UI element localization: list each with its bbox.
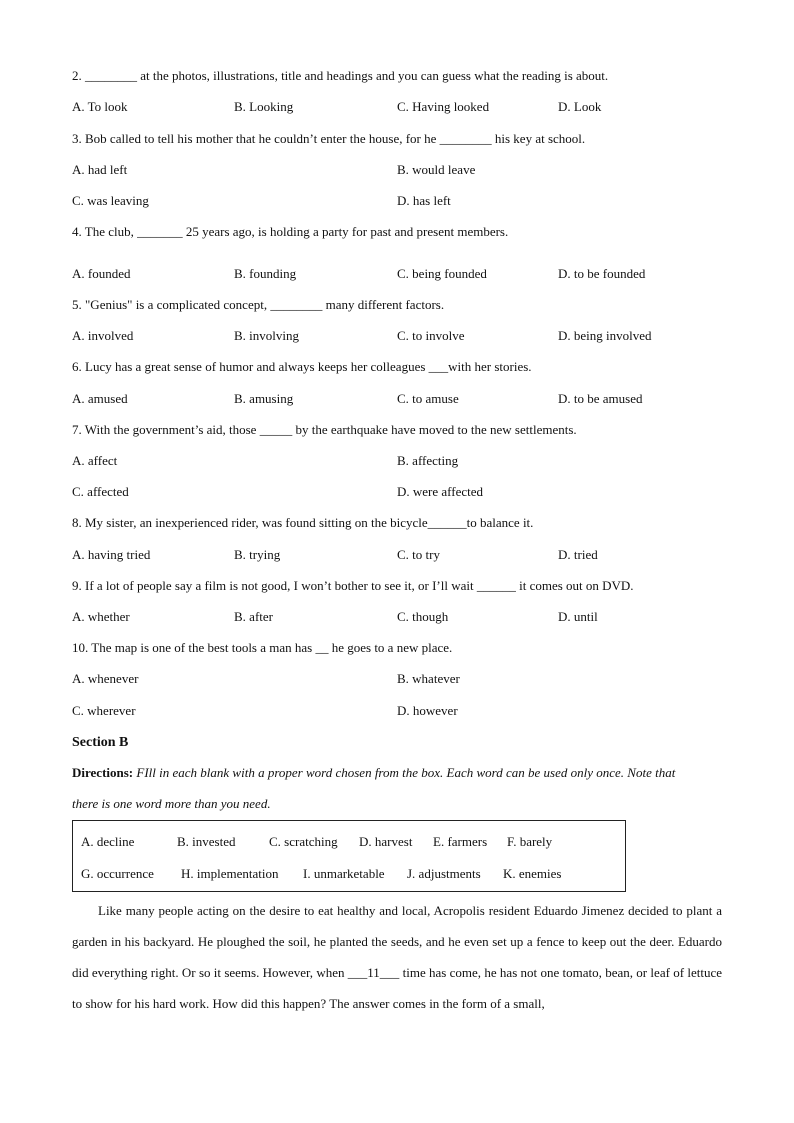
question-2-stem: 2. ________ at the photos, illustrations, title and headings and you can guess what the reading is about. [72,68,609,83]
question-10-option-a: A. whenever [72,671,139,686]
question-3-option-c: C. was leaving [72,193,149,208]
reading-passage [72,895,722,1019]
question-9-option-d: D. until [558,609,598,624]
word-box-item: F. barely [507,834,553,849]
question-4-option-b: B. founding [234,266,297,281]
word-box-item: J. adjustments [407,866,481,881]
word-box-item: D. harvest [359,834,413,849]
word-box-item: C. scratching [269,834,338,849]
question-2-option-a: A. To look [72,99,128,114]
directions-text-1: FIll in each blank with a proper word chosen from the box. Each word can be used only once. Note that [133,765,676,780]
question-7-option-a: A. affect [72,453,118,468]
question-4-option-a: A. founded [72,266,131,281]
question-2-option-d: D. Look [558,99,602,114]
question-5-option-d: D. being involved [558,328,652,343]
directions-label: Directions: [72,765,134,780]
question-10-option-c: C. wherever [72,703,136,718]
question-5-option-c: C. to involve [397,328,465,343]
question-8-option-a: A. having tried [72,547,151,562]
question-10-option-d: D. however [397,703,458,718]
question-9-stem: 9. If a lot of people say a film is not good, I won’t bother to see it, or I’ll wait ______ it comes out on DVD. [72,578,634,593]
section-b-title: Section B [72,735,129,750]
question-10-stem: 10. The map is one of the best tools a man has __ he goes to a new place. [72,640,453,655]
question-7-option-d: D. were affected [397,484,484,499]
question-6-option-d: D. to be amused [558,391,643,406]
word-box-item: E. farmers [433,834,488,849]
word-box-item: B. invested [177,834,236,849]
question-9-option-a: A. whether [72,609,130,624]
question-7-option-c: C. affected [72,484,129,499]
question-5-stem: 5. "Genius" is a complicated concept, ________ many different factors. [72,297,445,312]
question-5-option-a: A. involved [72,328,134,343]
question-2-option-b: B. Looking [234,99,294,114]
question-8-option-c: C. to try [397,547,440,562]
question-4-option-c: C. being founded [397,266,487,281]
question-6-option-b: B. amusing [234,391,294,406]
question-3-option-a: A. had left [72,162,128,177]
passage-text: Like many people acting on the desire to eat healthy and local, Acropolis resident Eduardo Jimenez decided to plant a garden in his backyard. He ploughed the soil, he planted the seeds, and he even set up a fence to keep out the deer. Eduardo did everything right. Or so it seems. However, when ___11___ time has come, he has not one tomato, bean, or leaf of lettuce to show for his hard work. How did this happen? The answer comes in the form of a small, [72,903,722,1011]
question-3-stem: 3. Bob called to tell his mother that he couldn’t enter the house, for he ________ his key at school. [72,131,586,146]
word-box-item: K. enemies [503,866,562,881]
question-4-option-d: D. to be founded [558,266,646,281]
question-7-option-b: B. affecting [397,453,459,468]
word-box-item: A. decline [81,834,135,849]
question-4-stem: 4. The club, _______ 25 years ago, is holding a party for past and present members. [72,224,509,239]
question-8-stem: 8. My sister, an inexperienced rider, was found sitting on the bicycle______to balance it. [72,515,534,530]
question-2-option-c: C. Having looked [397,99,490,114]
word-box [72,820,626,892]
section-b-directions-line-2: there is one word more than you need. [72,796,271,811]
question-8-option-d: D. tried [558,547,598,562]
section-b-directions-line-1 [72,765,675,781]
word-box-item: H. implementation [181,866,279,881]
question-6-option-c: C. to amuse [397,391,459,406]
question-8-option-b: B. trying [234,547,281,562]
question-9-option-b: B. after [234,609,273,624]
question-9-option-c: C. though [397,609,449,624]
word-box-item: I. unmarketable [303,866,385,881]
question-3-option-b: B. would leave [397,162,476,177]
question-6-stem: 6. Lucy has a great sense of humor and always keeps her colleagues ___with her stories. [72,359,532,374]
question-10-option-b: B. whatever [397,671,460,686]
word-box-item: G. occurrence [81,866,154,881]
question-6-option-a: A. amused [72,391,128,406]
question-3-option-d: D. has left [397,193,451,208]
question-5-option-b: B. involving [234,328,300,343]
question-7-stem: 7. With the government’s aid, those _____ by the earthquake have moved to the new settlements. [72,422,577,437]
